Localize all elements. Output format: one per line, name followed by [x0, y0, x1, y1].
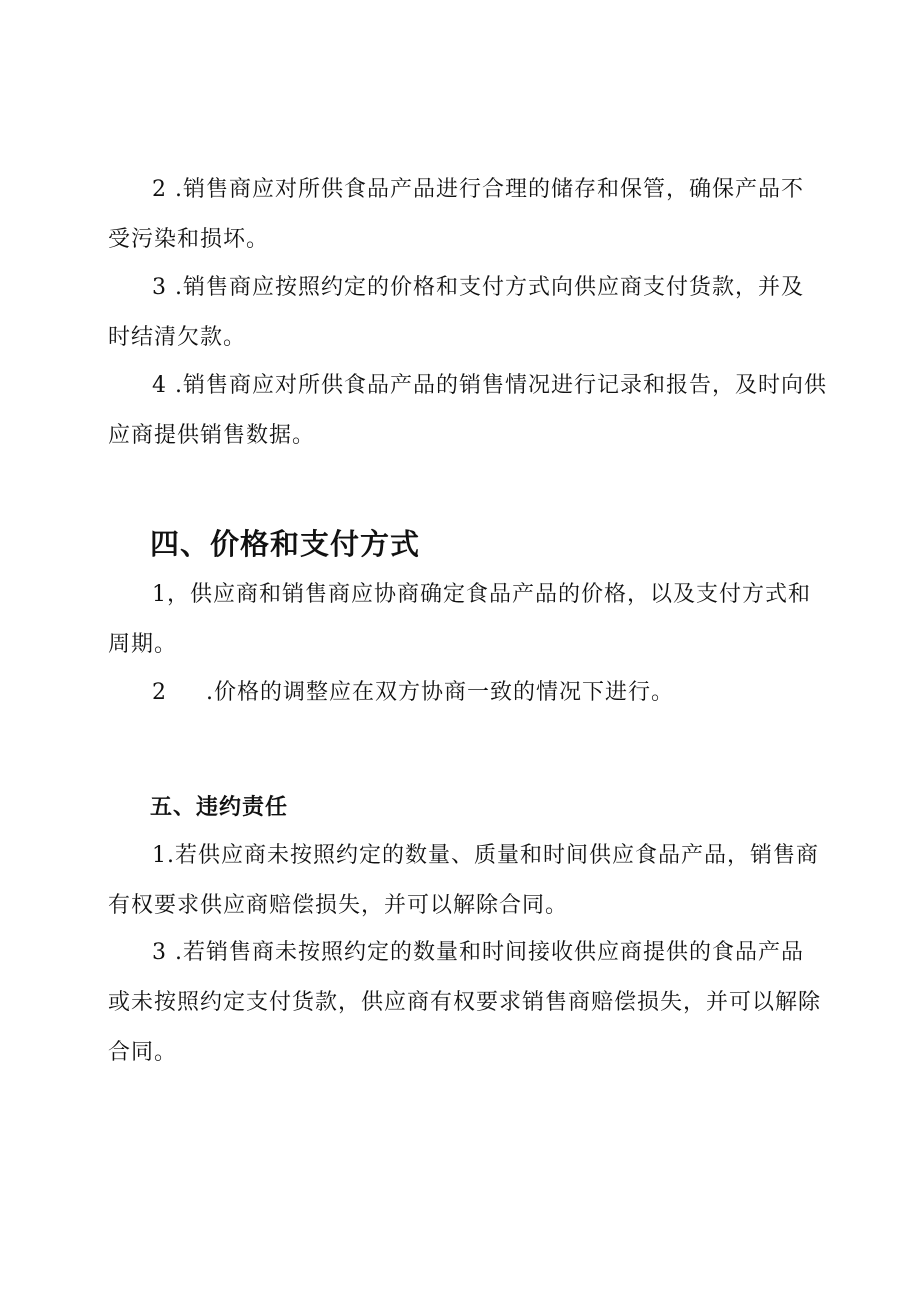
- section3-item-2: [108, 165, 824, 265]
- section5-item-1: [108, 831, 824, 931]
- item-line: 或未按照约定支付货款，供应商有权要求销售商赔偿损失，并可以解除: [108, 990, 822, 1015]
- item-number: 2: [152, 680, 167, 705]
- item-line: 受污染和损坏。: [108, 227, 270, 252]
- item-line: 周期。: [108, 632, 178, 657]
- item-line: 时结清欠款。: [108, 325, 247, 350]
- item-line: [108, 668, 824, 718]
- item-line: 应商提供销售数据。: [108, 423, 316, 448]
- section4-item-2: [108, 668, 824, 718]
- item-line: 3 .若销售商未按照约定的数量和时间接收供应商提供的食品产品: [152, 940, 804, 965]
- section4-item-1: [108, 570, 824, 670]
- item-line: 4 .销售商应对所供食品产品的销售情况进行记录和报告，及时向供: [152, 373, 827, 398]
- item-line: 1.若供应商未按照约定的数量、质量和时间供应食品产品，销售商: [152, 843, 819, 868]
- item-line: 3 .销售商应按照约定的价格和支付方式向供应商支付货款，并及: [152, 275, 804, 300]
- section5-title: 五、违约责任: [150, 794, 289, 820]
- section3-item-3: [108, 263, 824, 363]
- section3-item-4: [108, 361, 827, 461]
- item-line: 1，供应商和销售商应协商确定食品产品的价格，以及支付方式和: [152, 582, 811, 607]
- item-line: 合同。: [108, 1040, 178, 1065]
- section5-item-3: [108, 928, 824, 1078]
- section4-title: 四、价格和支付方式: [150, 527, 421, 561]
- item-line: 2 .销售商应对所供食品产品进行合理的储存和保管，确保产品不: [152, 177, 804, 202]
- item-text: .价格的调整应在双方协商一致的情况下进行。: [206, 680, 674, 705]
- item-line: 有权要求供应商赔偿损失，并可以解除合同。: [108, 893, 569, 918]
